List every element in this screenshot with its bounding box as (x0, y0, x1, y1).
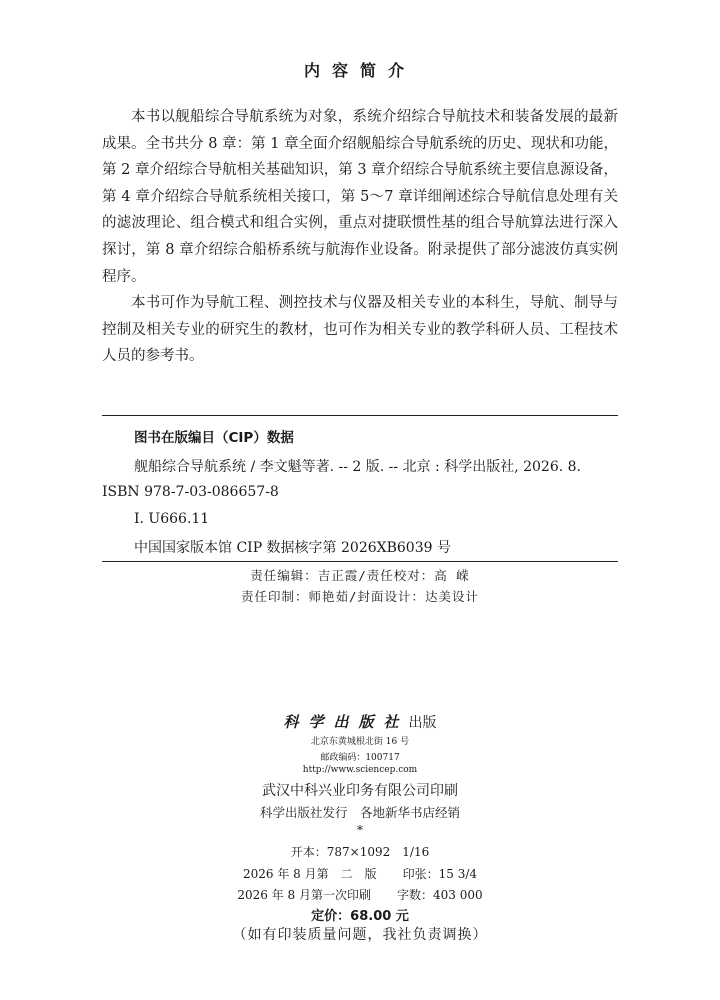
intro-section (102, 104, 618, 370)
edition-line (0, 865, 720, 882)
print-sheets: 印张：15 3/4 (402, 867, 478, 881)
cip-isbn: ISBN 978-7-03-086657-8 (102, 484, 279, 500)
print-line (0, 886, 720, 903)
publisher-url: http://www.sciencep.com (302, 765, 418, 775)
distribution: 科学出版社发行 各地新华书店经销 (259, 805, 460, 820)
intro-paragraph: 本书可作为导航工程、测控技术与仪器及相关专业的本科生，导航、制导与控制及相关专业的研究生的教材，也可作为相关专业的教学科研人员、工程技术人员的参考书。 (102, 295, 618, 365)
edition-date: 2026 年 8 月第 二 版 (242, 867, 377, 881)
publisher-postcode: 邮政编码：100717 (320, 753, 400, 763)
production-credits: 责任印制：师艳茹/封面设计：达美设计 (240, 589, 480, 604)
publisher-suffix: 出版 (408, 715, 437, 731)
price: 定价：68.00 元 (311, 909, 409, 924)
separator-star: * (356, 822, 364, 837)
publisher-address: 北京东黄城根北街 16 号 (310, 737, 410, 747)
format-spec: 开本：787×1092 1/16 (290, 845, 430, 859)
printer: 武汉中科兴业印务有限公司印刷 (262, 783, 458, 799)
publisher-line (0, 711, 720, 732)
quality-note: （如有印装质量问题，我社负责调换） (232, 927, 488, 943)
print-date: 2026 年 8 月第一次印刷 (237, 888, 371, 902)
intro-paragraph: 本书以舰船综合导航系统为对象，系统介绍综合导航技术和装备发展的最新成果。全书共分 8 章：第 1 章全面介绍舰船综合导航系统的历史、现状和功能，第 2 章介绍综合导航相关基础知识，第 3 章介绍综合导航系统主要信息源设备，第 4 章介绍综合导航系统相关接口，第 5～7 章详细阐述综合导航信息处理有关的滤波理论、组合模式和组合实例，重点对捷联惯性基的组合导航算法进行深入探讨，第 8 章介绍综合船桥系统与航海作业设备。附录提供了部分滤波仿真实例程序。 (102, 109, 618, 285)
cip-heading: 图书在版编目（CIP）数据 (134, 430, 294, 446)
cip-classification: I. U666.11 (134, 511, 210, 527)
cip-record-number: 中国国家版本馆 CIP 数据核字第 2026XB6039 号 (134, 540, 451, 556)
cip-block (102, 415, 618, 562)
publisher-logo-text: 科学出版社 (283, 713, 409, 731)
page-title: 内容简介 (303, 61, 416, 80)
cip-line: 舰船综合导航系统 / 李文魁等著. -- 2 版. -- 北京 : 科学出版社, 2026. 8. (134, 459, 582, 475)
word-count: 字数：403 000 (397, 888, 483, 902)
editor-credits: 责任编辑：吉正霞/责任校对：高 嵘 (250, 568, 470, 583)
